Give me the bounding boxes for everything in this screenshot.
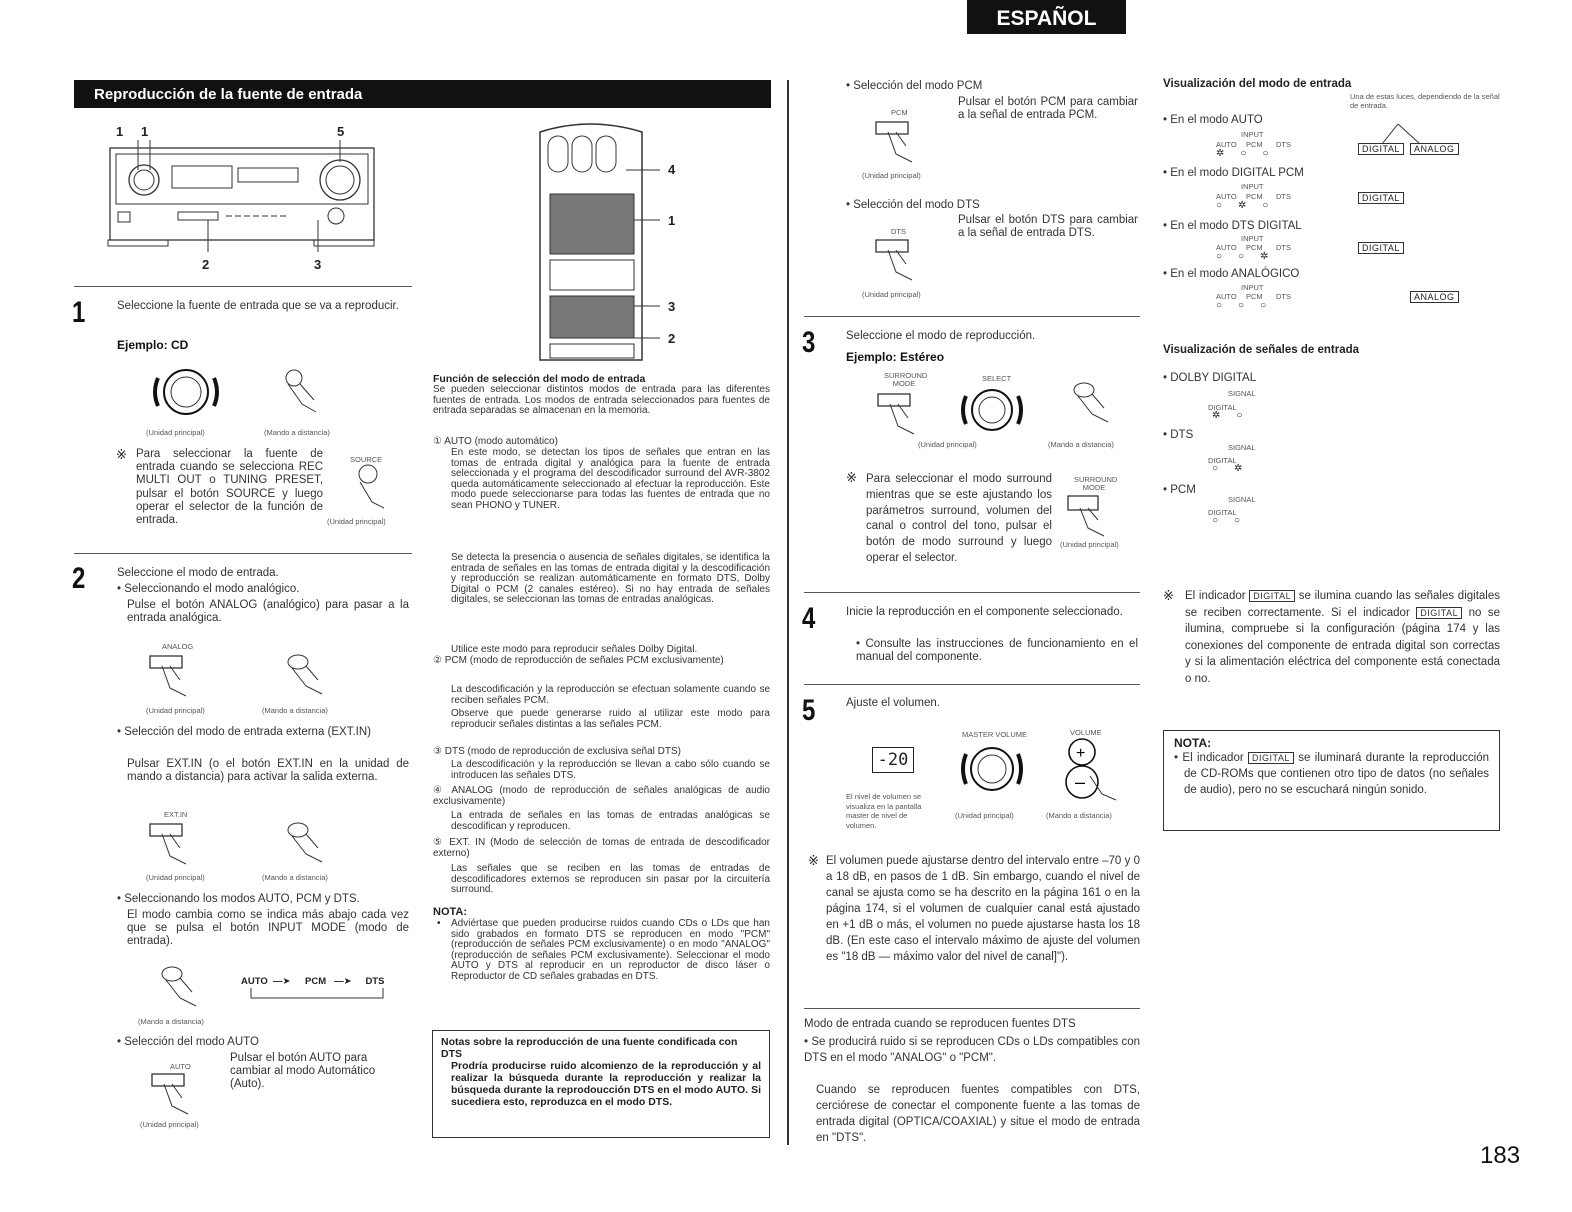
mode-dp-ind-pcm: PCM bbox=[1246, 192, 1263, 201]
unit-remote-label-3: (Mando a distancia) bbox=[262, 706, 328, 715]
signal-pcm-digital: DIGITAL bbox=[1208, 508, 1237, 517]
pcm-sel-title: • Selección del modo PCM bbox=[846, 80, 982, 93]
step5-number: 5 bbox=[802, 694, 816, 727]
cycle-auto: AUTO bbox=[241, 976, 268, 987]
signal-dolby-lights: ✲○ bbox=[1212, 410, 1259, 421]
mode-an-ind-pcm: PCM bbox=[1246, 292, 1263, 301]
step1-text: Seleccione la fuente de entrada que se va a reproducir. bbox=[117, 300, 399, 312]
mode-auto-ind-dts: DTS bbox=[1276, 140, 1291, 149]
step3-note: Para seleccionar el modo surround mientras que se este ajustando los parámetros surround, volumen del canal o control del tono, pulsar el botón de modo surround y luego operar el selector. bbox=[866, 473, 1052, 564]
mode-auto-input: INPUT bbox=[1241, 130, 1264, 139]
fig-label-5: 5 bbox=[337, 124, 345, 139]
mode-dd-digital: DIGITAL bbox=[1358, 242, 1404, 254]
step4-bullet: • Consulte las instrucciones de funcionamiento en el manual del componente. bbox=[856, 638, 1138, 664]
master-volume-label: MASTER VOLUME bbox=[962, 730, 1028, 739]
remote-label-3: 3 bbox=[668, 299, 676, 314]
mode-auto-label: • En el modo AUTO bbox=[1163, 114, 1263, 127]
remote-label-2: 2 bbox=[668, 331, 676, 346]
mode-dp-ind-auto: AUTO bbox=[1216, 192, 1237, 201]
dts-sel-title: • Selección del modo DTS bbox=[846, 199, 980, 212]
remote-label-4: 4 bbox=[668, 162, 676, 177]
mode-an-ind-auto: AUTO bbox=[1216, 292, 1237, 301]
mode-an-analog: ANALOG bbox=[1410, 291, 1459, 303]
mode-auto-lights: ✲○○ bbox=[1216, 148, 1285, 159]
step2-ext-text: Pulsar EXT.IN (o el botón EXT.IN en la unidad de mando a distancia) para activar la salida externa. bbox=[127, 758, 409, 784]
unit-main-label-7: (Unidad principal) bbox=[862, 171, 921, 180]
mode-an-ind-dts: DTS bbox=[1276, 292, 1291, 301]
step3-example: Ejemplo: Estéreo bbox=[846, 350, 945, 364]
signal-dts-signal: SIGNAL bbox=[1228, 443, 1256, 452]
svg-text:+: + bbox=[1076, 745, 1086, 762]
mode-cycle: AUTO —➤ PCM —➤ DTS bbox=[241, 976, 385, 987]
unit-main-label-10: (Unidad principal) bbox=[1060, 540, 1119, 549]
mode-auto-ind-auto: AUTO bbox=[1216, 140, 1237, 149]
function-pcm-p2: Observe que puede generarse ruido al utilizar este modo para reproducir señales distintas a las señales PCM. bbox=[451, 708, 770, 730]
unit-main-label-6: (Unidad principal) bbox=[140, 1120, 199, 1129]
unit-main-label-4: (Unidad principal) bbox=[146, 873, 205, 882]
unit-main-label-11: (Unidad principal) bbox=[955, 811, 1014, 820]
step2-number: 2 bbox=[72, 562, 86, 595]
signal-dolby-label: • DOLBY DIGITAL bbox=[1163, 372, 1256, 385]
dts-input-bullet1: • Se producirá ruido si se reproducen CDs o LDs compatibles con DTS en el modo "ANALOG" o "PCM". bbox=[804, 1034, 1140, 1066]
fig-label-1b: 1 bbox=[141, 124, 149, 139]
surround-remote-hand-icon bbox=[1070, 378, 1120, 426]
fig-label-3: 3 bbox=[314, 257, 322, 272]
note-asterisk-r: ※ bbox=[1163, 588, 1174, 603]
unit-main-label-9: (Unidad principal) bbox=[918, 440, 977, 449]
input-mode-callout: Una de estas luces, dependiendo de la señal de entrada. bbox=[1350, 92, 1500, 110]
unit-main-label: (Unidad principal) bbox=[146, 428, 205, 437]
nota-box-text: • El indicador DIGITAL se iluminará durante la reproducción de CD-ROMs que contienen otro tipo de datos (no señales de audio), pero no se escuchará ningún sonido. bbox=[1174, 752, 1489, 796]
nota-box-title: NOTA: bbox=[1174, 736, 1212, 750]
analog-main-button-icon bbox=[148, 652, 198, 698]
fig-label-2: 2 bbox=[202, 257, 210, 272]
step1-number: 1 bbox=[72, 296, 86, 329]
mode-auto-digital: DIGITAL bbox=[1358, 143, 1404, 155]
source-button-label: SOURCE bbox=[350, 455, 383, 464]
function-auto-heading: ① AUTO (modo automático) bbox=[433, 436, 558, 447]
ext-in-button-label: EXT.IN bbox=[164, 810, 188, 819]
select-knob-icon bbox=[952, 380, 1032, 440]
cycle-dts: DTS bbox=[365, 976, 385, 987]
unit-remote-label-4: (Mando a distancia) bbox=[262, 873, 328, 882]
cycle-return-arrow bbox=[249, 988, 389, 1000]
step2-modes-text: El modo cambia como se indica más abajo cada vez que se pulsa el botón INPUT MODE (modo de entrada). bbox=[127, 909, 409, 948]
unit-remote-label-9: (Mando a distancia) bbox=[1048, 440, 1114, 449]
remote-label-1: 1 bbox=[668, 213, 676, 228]
dts-box-text: Prodría producirse ruido alcomienzo de la reproducción y al realizar la búsqueda durante la reproducción y realizar la búsqueda durante la reprodoucción DTS en el modo AUTO. Si sucediera esto, reproduzca en el modo DTS. bbox=[451, 1060, 761, 1108]
dts-button-label: DTS bbox=[891, 227, 906, 236]
remote-hand-icon bbox=[280, 366, 330, 416]
cycle-pcm: PCM bbox=[305, 976, 327, 987]
mode-an-input: INPUT bbox=[1241, 283, 1264, 292]
unit-main-label-2: (Unidad principal) bbox=[327, 517, 386, 526]
step2-analog-title: • Seleccionando el modo analógico. bbox=[117, 583, 299, 596]
step2-text: Seleccione el modo de entrada. bbox=[117, 567, 279, 579]
auto-button-label: AUTO bbox=[170, 1062, 191, 1071]
function-auto-p2: Se detecta la presencia o ausencia de señales digitales, se identifica la entrada de señales en las tomas de entrada digital y la descodificación y reproducción se realizan automáticamente en formato DTS, Dolby Digital o PCM (2 canales estéreo). Si no hay entrada de señales digitales, se seleccionan las tomas de entradas analógicas. bbox=[451, 552, 770, 605]
function-analog-heading: ④ ANALOG (modo de reproducción de señales analógicas de audio exclusivamente) bbox=[433, 785, 770, 807]
mode-dp-lights: ○✲○ bbox=[1216, 200, 1285, 211]
surround-mode-hand-icon bbox=[876, 390, 926, 436]
signal-dts-label: • DTS bbox=[1163, 429, 1193, 442]
mode-dd-input: INPUT bbox=[1241, 234, 1264, 243]
digital-note-b: se ilumina cuando las señales digitales se reciben correctamente. Si el indicador bbox=[1185, 590, 1501, 619]
unit-main-label-8: (Unidad principal) bbox=[862, 290, 921, 299]
function-analog-p: La entrada de señales en las tomas de entradas analógicas se descodifican y reproducen. bbox=[451, 810, 770, 832]
function-pcm-p1: La descodificación y la reproducción se efectuan solamente cuando se reciben señales PCM. bbox=[451, 684, 770, 706]
svg-text:–: – bbox=[1075, 772, 1086, 792]
function-extin-heading: ⑤ EXT. IN (Modo de selección de tomas de entrada de descodificador externo) bbox=[433, 837, 770, 859]
signal-dolby-signal: SIGNAL bbox=[1228, 389, 1256, 398]
unit-main-label-3: (Unidad principal) bbox=[146, 706, 205, 715]
pcm-button-hand-icon bbox=[874, 118, 924, 164]
note-asterisk-3: ※ bbox=[846, 470, 857, 485]
note-asterisk: ※ bbox=[116, 447, 127, 462]
mode-auto-analog: ANALOG bbox=[1410, 143, 1459, 155]
function-extin-p: Las señales que se reciben en las tomas de entradas de descodificadores externos se reproducen sin pasar por la circuitería surround. bbox=[451, 863, 770, 895]
mode-dp-digital: DIGITAL bbox=[1358, 192, 1404, 204]
mode-auto-ind-pcm: PCM bbox=[1246, 140, 1263, 149]
language-tab: ESPAÑOL bbox=[967, 0, 1126, 34]
signal-pcm-label: • PCM bbox=[1163, 484, 1196, 497]
fig-label-1a: 1 bbox=[116, 124, 124, 139]
ext-in-remote-button-icon bbox=[284, 818, 334, 866]
input-mode-hand-icon bbox=[158, 962, 208, 1010]
mode-dd-ind-dts: DTS bbox=[1276, 243, 1291, 252]
function-auto-p3: Utilice este modo para reproducir señales Dolby Digital. bbox=[451, 644, 698, 655]
mode-dp-ind-dts: DTS bbox=[1276, 192, 1291, 201]
dts-notes-box bbox=[432, 1030, 770, 1138]
digital-indicator-2: DIGITAL bbox=[1416, 607, 1462, 619]
mode-analogico-label: • En el modo ANALÓGICO bbox=[1163, 268, 1299, 281]
dts-button-hand-icon bbox=[874, 236, 924, 282]
signal-display-title: Visualización de señales de entrada bbox=[1163, 344, 1360, 356]
volume-label: VOLUME bbox=[1070, 728, 1102, 737]
mode-digital-pcm-label: • En el modo DIGITAL PCM bbox=[1163, 167, 1304, 180]
digital-note bbox=[1185, 588, 1500, 687]
select-label: SELECT bbox=[982, 374, 1012, 383]
volume-remote-buttons-icon bbox=[1060, 736, 1120, 806]
function-auto-p1: En este modo, se detectan los tipos de señales que entran en las tomas de entrada digital y analógica para la fuente de entrada seleccionada y el programa del descodificador surround del AVR-3802 queda automáticamente seleccionado al efectuar la reproducción. Este modo puede seleccionarse para todas las fuentes de entrada que no sean PHONO y TUNER. bbox=[451, 447, 770, 511]
step2-auto-title: • Selección del modo AUTO bbox=[117, 1036, 259, 1049]
signal-pcm-lights: ○○ bbox=[1212, 515, 1257, 526]
nota-box bbox=[1163, 730, 1500, 831]
step2-ext-title: • Selección del modo de entrada externa (EXT.IN) bbox=[117, 726, 409, 739]
master-volume-knob-icon bbox=[952, 738, 1032, 800]
page-number: 183 bbox=[1480, 1142, 1521, 1169]
dts-box-title: Notas sobre la reproducción de una fuente condificada con DTS bbox=[441, 1036, 738, 1060]
analog-button-label: ANALOG bbox=[162, 642, 194, 651]
pcm-button-label: PCM bbox=[891, 108, 908, 117]
step4-number: 4 bbox=[802, 602, 816, 635]
unit-remote-label-11: (Mando a distancia) bbox=[1046, 811, 1112, 820]
section-title: Reproducción de la fuente de entrada bbox=[74, 80, 771, 108]
signal-pcm-signal: SIGNAL bbox=[1228, 495, 1256, 504]
dts-input-bullet2: Cuando se reproducen fuentes compatibles con DTS, cerciórese de conectar el componente fuente a las tomas de entrada digital (OPTICA/COAXIAL) y situe el modo de entrada en "DTS". bbox=[816, 1084, 1140, 1144]
mode-dd-ind-pcm: PCM bbox=[1246, 243, 1263, 252]
function-nota-heading: NOTA: bbox=[433, 906, 468, 918]
step3-number: 3 bbox=[802, 326, 816, 359]
surround-mode-label: SURROUND MODE bbox=[884, 371, 928, 388]
mode-an-lights: ○○○ bbox=[1216, 300, 1283, 311]
step2-auto-text: Pulsar el botón AUTO para cambiar al modo Automático (Auto). bbox=[230, 1052, 376, 1091]
step1-example: Ejemplo: CD bbox=[117, 338, 189, 352]
auto-button-hand-icon bbox=[150, 1070, 200, 1116]
step3-text: Seleccione el modo de reproducción. bbox=[846, 330, 1036, 342]
nota-box-a: El indicador bbox=[1182, 752, 1244, 764]
step2-analog-text: Pulse el botón ANALOG (analógico) para pasar a la entrada analógica. bbox=[127, 599, 409, 625]
function-title: Función de selección del modo de entrada bbox=[433, 373, 646, 385]
function-dts-heading: ③ DTS (modo de reproducción de exclusiva señal DTS) bbox=[433, 746, 681, 757]
nota-box-b: se iluminará durante la reproducción de CD-ROMs que contienen otro tipo de datos (no señales de audio), pero no se escuchará ningún sonido. bbox=[1184, 752, 1489, 796]
ext-in-main-button-icon bbox=[148, 820, 198, 866]
step2-modes-title: • Seleccionando los modos AUTO, PCM y DTS. bbox=[117, 893, 360, 906]
function-dts-p: La descodificación y la reproducción se llevan a cabo sólo cuando se introducen las señales DTS. bbox=[451, 759, 770, 781]
mode-dd-ind-auto: AUTO bbox=[1216, 243, 1237, 252]
mode-dp-input: INPUT bbox=[1241, 182, 1264, 191]
unit-remote-label-5: (Mando a distancia) bbox=[138, 1017, 204, 1026]
volume-display-caption: El nivel de volumen se visualiza en la pantalla master de nivel de volumen. bbox=[846, 792, 922, 830]
nota-bullet: • bbox=[437, 918, 441, 929]
function-nota-p: Adviértase que pueden producirse ruidos cuando CDs o LDs que han sido grabados en formato DTS se reproducen en modo "PCM" (reproducción de señales PCM exclusivamente) o en modo "ANALOG" (reproducción de señales PCM exclusivamente). Seleccionar el modo AUTO y DTS al reproducir en un reproductor de disco láser o Reproductor de CD señales grabadas en DTS. bbox=[451, 918, 770, 982]
source-button-hand-icon bbox=[352, 462, 388, 510]
step4-text: Inicie la reproducción en el componente seleccionado. bbox=[846, 606, 1123, 618]
input-mode-display-title: Visualización del modo de entrada bbox=[1163, 78, 1352, 90]
function-pcm-heading: ② PCM (modo de reproducción de señales PCM exclusivamente) bbox=[433, 655, 724, 666]
digital-indicator-1: DIGITAL bbox=[1249, 590, 1295, 602]
mode-dts-digital-label: • En el modo DTS DIGITAL bbox=[1163, 220, 1302, 233]
surround-main-hand-icon bbox=[1066, 492, 1116, 538]
step1-note: Para seleccionar la fuente de entrada cuando se selecciona REC MULTI OUT o TUNING PRESET, pulsar el botón SOURCE y luego operar el selector de la función de entrada. bbox=[136, 448, 323, 527]
receiver-front-panel bbox=[108, 140, 378, 260]
pcm-sel-text: Pulsar el botón PCM para cambiar a la señal de entrada PCM. bbox=[958, 96, 1138, 122]
function-intro: Se pueden seleccionar distintos modos de entrada para las diferentes fuentes de entrada. Los modos de entrada seleccionados para fuentes de entrada separadas se almacenan en la memoria. bbox=[433, 384, 770, 416]
remote-control-drawing bbox=[510, 120, 680, 370]
signal-dts-digital: DIGITAL bbox=[1208, 456, 1237, 465]
digital-note-c: no se ilumina, compruebe si la configuración (página 174 y las conexiones del componente de entrada digital son correctas y si la alimentación eléctrica del componente está conectada o no. bbox=[1185, 606, 1501, 685]
dts-sel-text: Pulsar el botón DTS para cambiar a la señal de entrada DTS. bbox=[958, 214, 1138, 240]
unit-remote-label: (Mando a distancia) bbox=[264, 428, 330, 437]
surround-mode-label-2: SURROUND MODE bbox=[1074, 475, 1118, 492]
signal-dolby-digital: DIGITAL bbox=[1208, 403, 1237, 412]
dts-input-title: Modo de entrada cuando se reproducen fuentes DTS bbox=[804, 1018, 1076, 1030]
nota-digital-indicator: DIGITAL bbox=[1248, 752, 1294, 764]
volume-display: -20 bbox=[872, 747, 914, 773]
step5-note: El volumen puede ajustarse dentro del intervalo entre –70 y 0 a 18 dB, en pasos de 1 dB. Sin embargo, cuando el nivel de canal se ajusta como se ha descrito en la página 161 o en la página 174, si el volumen de cualquier canal está ajustado en +1 dB o más, el volumen no puede ajustarse hasta los 18 dB. (En este caso el intervalo máximo de ajuste del volumen es "18 dB — máximo valor del nivel de canal]"). bbox=[826, 855, 1140, 963]
signal-dts-lights: ○✲ bbox=[1212, 463, 1259, 474]
source-knob-icon bbox=[148, 360, 228, 422]
mode-dd-lights: ○○✲ bbox=[1216, 251, 1285, 262]
step5-text: Ajuste el volumen. bbox=[846, 697, 940, 709]
note-asterisk-5: ※ bbox=[808, 853, 819, 868]
digital-note-a: El indicador bbox=[1185, 590, 1246, 602]
analog-remote-button-icon bbox=[284, 650, 334, 698]
